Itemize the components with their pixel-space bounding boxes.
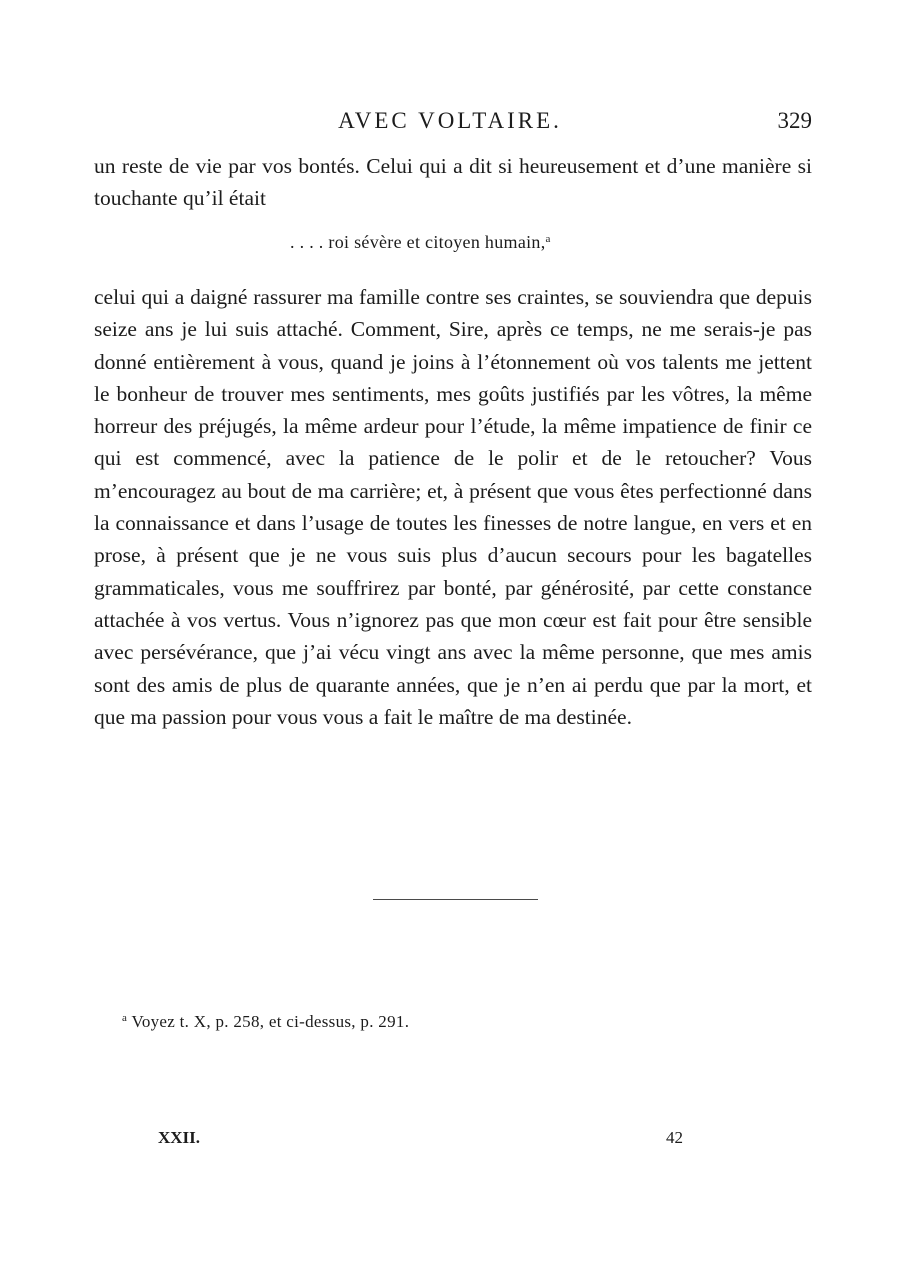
footnote xyxy=(122,1012,409,1032)
footnote-divider xyxy=(373,899,538,900)
sheet-number: 42 xyxy=(666,1128,683,1147)
page-number: 329 xyxy=(777,108,812,133)
footnote-marker: a xyxy=(122,1012,128,1024)
verse-line: . . . . roi sévère et citoyen humain, xyxy=(290,232,546,252)
footnote-reference-marker: a xyxy=(545,233,551,245)
signature-mark: XXII. xyxy=(158,1128,201,1147)
running-head xyxy=(0,108,900,140)
verse-quotation xyxy=(290,232,551,253)
paragraph-2: celui qui a daigné rassurer ma famille contre ses craintes, se souviendra que depuis seize ans je lui suis attaché. Comment, Sire, après ce temps, ne me serais-je pas donné entièrement à vous, quand je joins à l’étonnement où vos talents me jettent le bonheur de trouver mes sentiments, mes goûts justifiés par les vôtres, la même horreur des préjugés, la même ardeur pour l’étude, la même impatience de finir ce qui est commencé, avec la patience de le polir et de le retoucher? Vous m’encouragez au bout de ma carrière; et, à présent que vous êtes perfectionné dans la connaissance et dans l’usage de toutes les finesses de notre langue, en vers et en prose, à présent que je ne vous suis plus d’aucun secours pour les bagatelles grammaticales, vous me souffrirez par bonté, par générosité, par cette constance attachée à vos vertus. Vous n’ignorez pas que mon cœur est fait pour être sensible avec persévérance, que j’ai vécu vingt ans avec la même personne, que mes amis sont des amis de plus de quarante années, que je n’en ai perdu que par la mort, et que ma passion pour vous vous a fait le maître de ma destinée. xyxy=(94,285,812,729)
paragraph-1: un reste de vie par vos bontés. Celui qui a dit si heureusement et d’une manière si touchante qu’il était xyxy=(94,154,812,211)
running-title: AVEC VOLTAIRE. xyxy=(338,108,562,133)
footnote-text: Voyez t. X, p. 258, et ci-dessus, p. 291. xyxy=(131,1012,410,1031)
